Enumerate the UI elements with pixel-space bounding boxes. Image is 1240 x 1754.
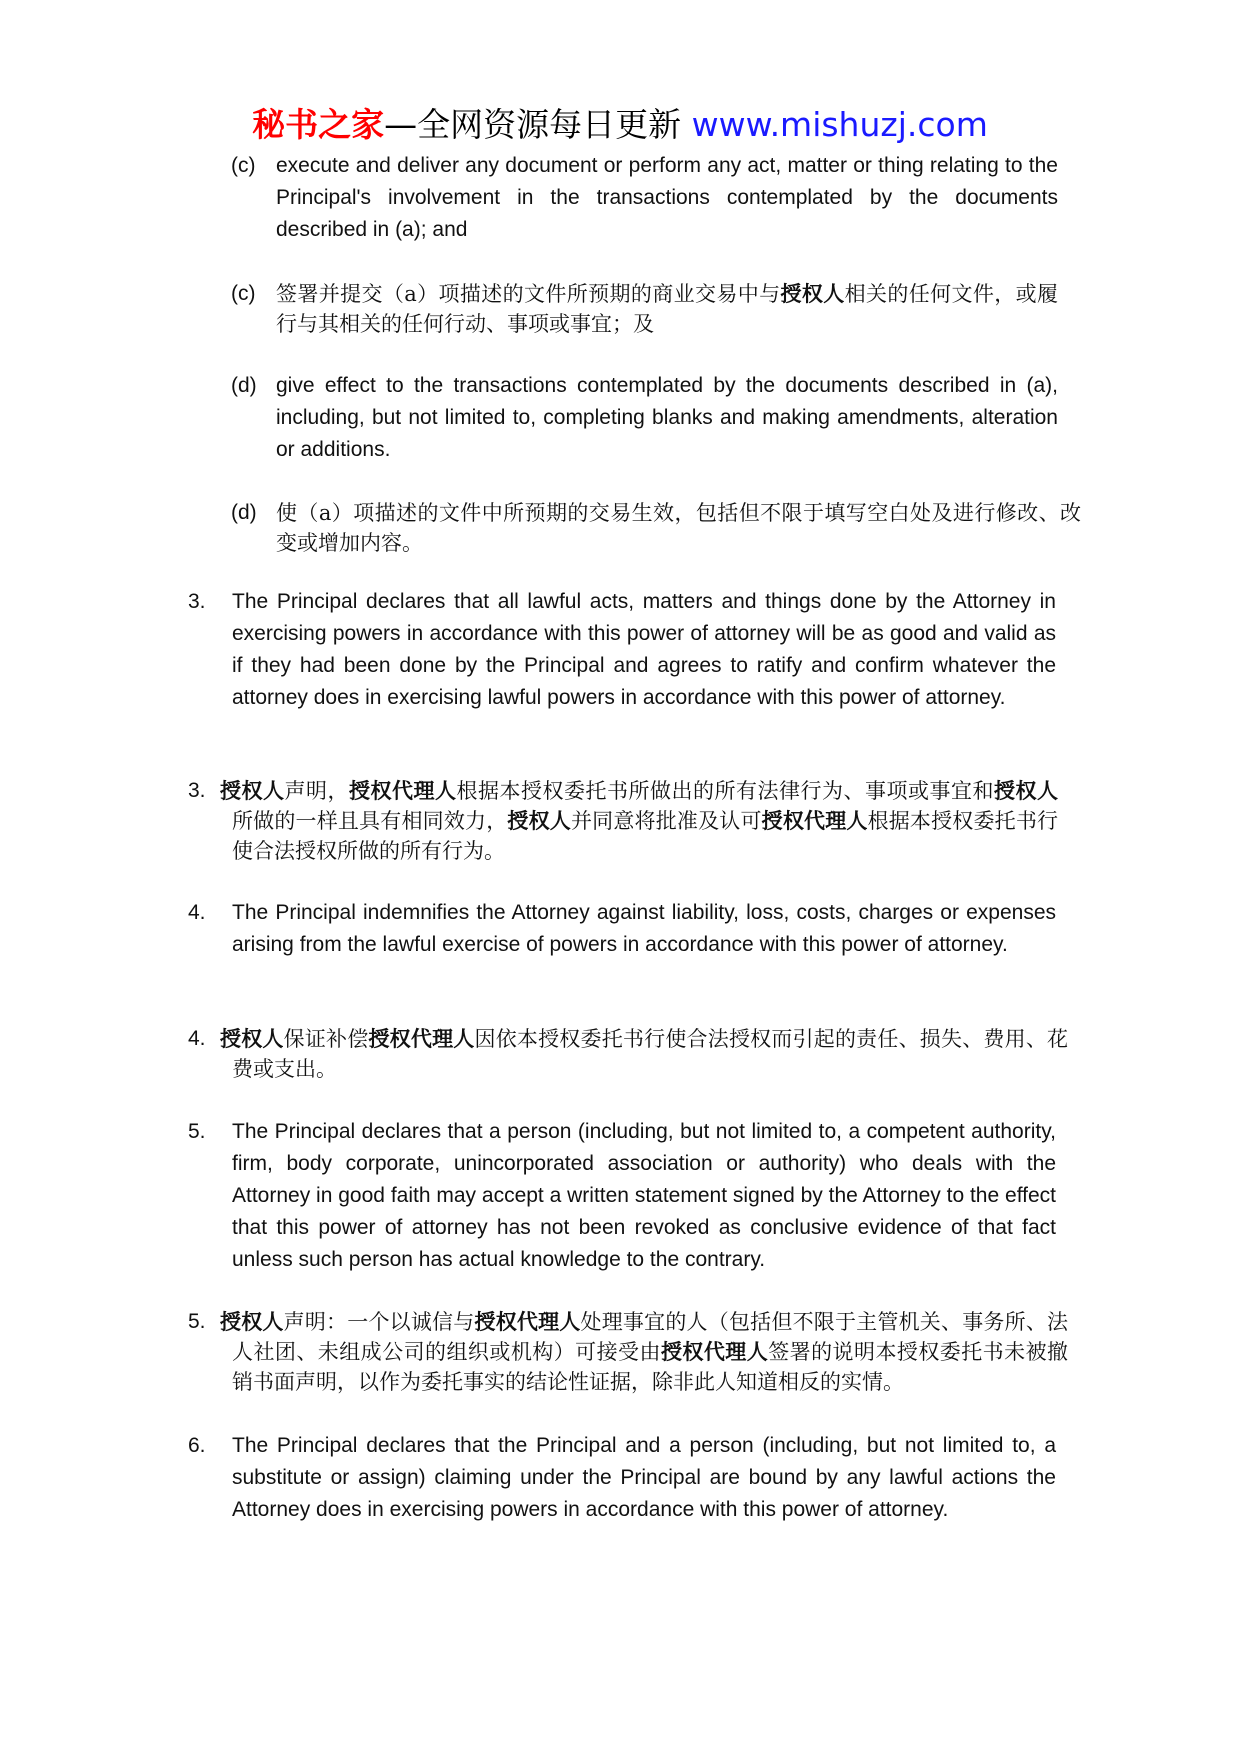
text-run: 所做的一样且具有相同效力， — [232, 809, 508, 833]
item-text: The Principal declares that all lawful acts, matters and things done by the Attorney in exercising powers in accordance with this power of attorney will be as good and valid as if they had been done by the Principal and agrees to ratify and confirm whatever the attorney does in exercising lawful powers in accordance with this power of attorney. — [232, 590, 1056, 709]
defined-term: 授权代理人 — [368, 1027, 475, 1051]
watermark-banner — [0, 100, 1240, 150]
clause-marker: (c) — [231, 282, 256, 305]
item-4-english — [188, 897, 1056, 961]
item-number: 5. — [188, 1310, 206, 1333]
item-text: The Principal indemnifies the Attorney against liability, loss, costs, charges or expenses arising from the lawful exercise of powers in accordance with this power of attorney. — [232, 901, 1056, 956]
item-3-chinese — [188, 776, 1058, 866]
item-number: 5. — [188, 1120, 206, 1143]
defined-term: 授权人 — [507, 809, 571, 833]
defined-term: 授权人 — [220, 1310, 284, 1334]
defined-term: 授权人 — [220, 1027, 284, 1051]
clause-marker: (c) — [231, 154, 256, 177]
clause-marker: (d) — [231, 501, 257, 524]
defined-term: 授权人 — [220, 779, 285, 803]
text-run: 保证补偿 — [283, 1027, 369, 1051]
item-text — [220, 1024, 1069, 1084]
clause-d-english — [231, 370, 1058, 466]
banner-tagline: —全网资源每日更新 — [384, 105, 682, 144]
defined-term: 授权代理人 — [474, 1310, 581, 1334]
clause-marker: (d) — [231, 374, 257, 397]
item-number: 3. — [188, 779, 206, 802]
item-5-english — [188, 1116, 1056, 1276]
clause-text: give effect to the transactions contemplated by the documents described in (a), including, but not limited to, completing blanks and making amendments, alteration or additions. — [276, 374, 1058, 461]
item-6-english — [188, 1430, 1056, 1526]
banner-url[interactable]: www.mishuzj.com — [691, 105, 988, 144]
text-run: 声明：一个以诚信与 — [283, 1310, 475, 1334]
text-run: 签署并提交（a）项描述的文件所预期的商业交易中与 — [276, 282, 781, 306]
item-number: 3. — [188, 590, 206, 613]
defined-term: 授权代理人 — [761, 809, 868, 833]
clause-text — [276, 279, 1058, 339]
item-text: The Principal declares that a person (including, but not limited to, a competent authority, firm, body corporate, unincorporated association or authority) who deals with the Attorney in good faith may accept a written statement signed by the Attorney to the effect that this power of attorney has not been revoked as conclusive evidence of that fact unless such person has actual knowledge to the contrary. — [232, 1120, 1056, 1271]
item-number: 4. — [188, 1027, 206, 1050]
banner-brand: 秘书之家 — [252, 105, 385, 144]
text-run: 签署的说明本授权委托书未被撤销书面声明，以作为委托事实的结论性证据，除非此人知道相反的实情。 — [232, 1340, 1069, 1394]
clause-d-chinese — [231, 498, 1081, 558]
defined-term: 授权人 — [780, 282, 845, 306]
text-run: 相关的任何文件，或履行与其相关的任何行动、事项或事宜；及 — [276, 282, 1058, 336]
item-number: 6. — [188, 1434, 206, 1457]
text-run: 因依本授权委托书行使合法授权而引起的责任、损失、费用、花费或支出。 — [232, 1027, 1069, 1081]
item-text: The Principal declares that the Principal and a person (including, but not limited to, a substitute or assign) claiming under the Principal are bound by any lawful actions the Attorney does in exercising powers in accordance with this power of attorney. — [232, 1434, 1056, 1521]
clause-text: execute and deliver any document or perform any act, matter or thing relating to the Principal's involvement in the transactions contemplated by the documents described in (a); and — [276, 154, 1058, 241]
clause-text: 使（a）项描述的文件中所预期的交易生效，包括但不限于填写空白处及进行修改、改变或增加内容。 — [276, 501, 1081, 555]
item-text — [220, 776, 1059, 866]
text-run: 声明， — [284, 779, 349, 803]
defined-term: 授权人 — [994, 779, 1058, 803]
item-number: 4. — [188, 901, 206, 924]
defined-term: 授权代理人 — [660, 1340, 769, 1364]
text-run: 根据本授权委托书所做出的所有法律行为、事项或事宜和 — [456, 779, 994, 803]
text-run: 根据本授权委托书行使合法授权所做的所有行为。 — [232, 809, 1059, 863]
defined-term: 授权代理人 — [349, 779, 457, 803]
item-5-chinese — [188, 1307, 1068, 1397]
item-text — [220, 1307, 1069, 1397]
text-run: 处理事宜的人（包括但不限于主管机关、事务所、法人社团、未组成公司的组织或机构）可接受由 — [232, 1310, 1069, 1364]
clause-c-chinese — [231, 279, 1058, 339]
item-3-english — [188, 586, 1056, 714]
text-run: 并同意将批准及认可 — [570, 809, 762, 833]
clause-c-english — [231, 150, 1058, 246]
item-4-chinese — [188, 1024, 1068, 1084]
